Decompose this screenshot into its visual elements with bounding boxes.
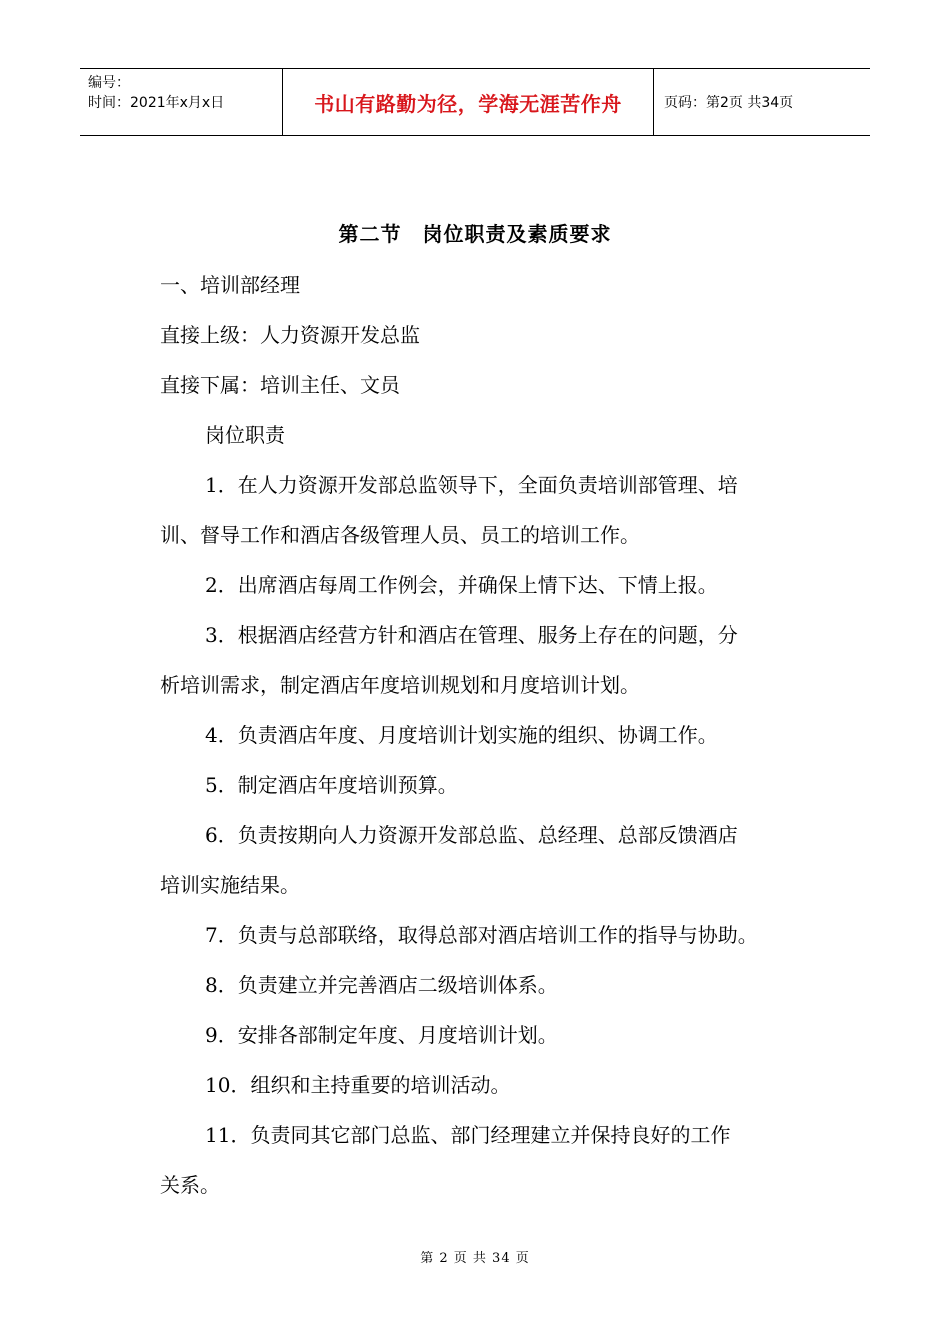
- duty-item-6-cont: 培训实施结果。: [160, 873, 300, 897]
- duty-item-1-cont: 训、督导工作和酒店各级管理人员、员工的培训工作。: [160, 523, 640, 547]
- header-number-label: 编号：: [88, 75, 130, 91]
- duty-item-2: 2．出席酒店每周工作例会，并确保上情下达、下情上报。: [205, 573, 718, 597]
- duty-item-5: 5．制定酒店年度培训预算。: [205, 773, 458, 797]
- header-page-info: 页码：第2页 共34页: [664, 95, 794, 111]
- duty-item-1: 1．在人力资源开发部总监领导下，全面负责培训部管理、培: [205, 473, 738, 497]
- header-date-label: 时间：2021年x月x日: [88, 95, 225, 111]
- duty-item-6: 6．负责按期向人力资源开发部总监、总经理、总部反馈酒店: [205, 823, 738, 847]
- duty-item-9: 9．安排各部制定年度、月度培训计划。: [205, 1023, 558, 1047]
- section-title: 第二节 岗位职责及素质要求: [338, 222, 612, 246]
- header-motto: 书山有路勤为径，学海无涯苦作舟: [314, 91, 622, 116]
- duty-item-3: 3．根据酒店经营方针和酒店在管理、服务上存在的问题，分: [205, 623, 738, 647]
- heading-training-manager: 一、培训部经理: [160, 273, 300, 297]
- duty-item-4: 4．负责酒店年度、月度培训计划实施的组织、协调工作。: [205, 723, 718, 747]
- header-page-cell: [654, 69, 870, 135]
- header-meta-cell: [80, 69, 282, 135]
- header-motto-cell: [282, 69, 654, 135]
- page-header: [80, 68, 870, 136]
- duty-item-10: 10．组织和主持重要的培训活动。: [205, 1073, 511, 1097]
- duty-item-7: 7．负责与总部联络，取得总部对酒店培训工作的指导与协助。: [205, 923, 758, 947]
- duties-heading: 岗位职责: [205, 423, 285, 447]
- duty-item-11-cont: 关系。: [160, 1173, 220, 1197]
- duty-item-8: 8．负责建立并完善酒店二级培训体系。: [205, 973, 558, 997]
- page-footer: 第 2 页 共 34 页: [420, 1251, 530, 1266]
- duty-item-11: 11．负责同其它部门总监、部门经理建立并保持良好的工作: [205, 1123, 731, 1147]
- direct-subordinates: 直接下属：培训主任、文员: [160, 373, 400, 397]
- document-body: [160, 270, 820, 1220]
- direct-superior: 直接上级：人力资源开发总监: [160, 323, 420, 347]
- duty-item-3-cont: 析培训需求，制定酒店年度培训规划和月度培训计划。: [160, 673, 640, 697]
